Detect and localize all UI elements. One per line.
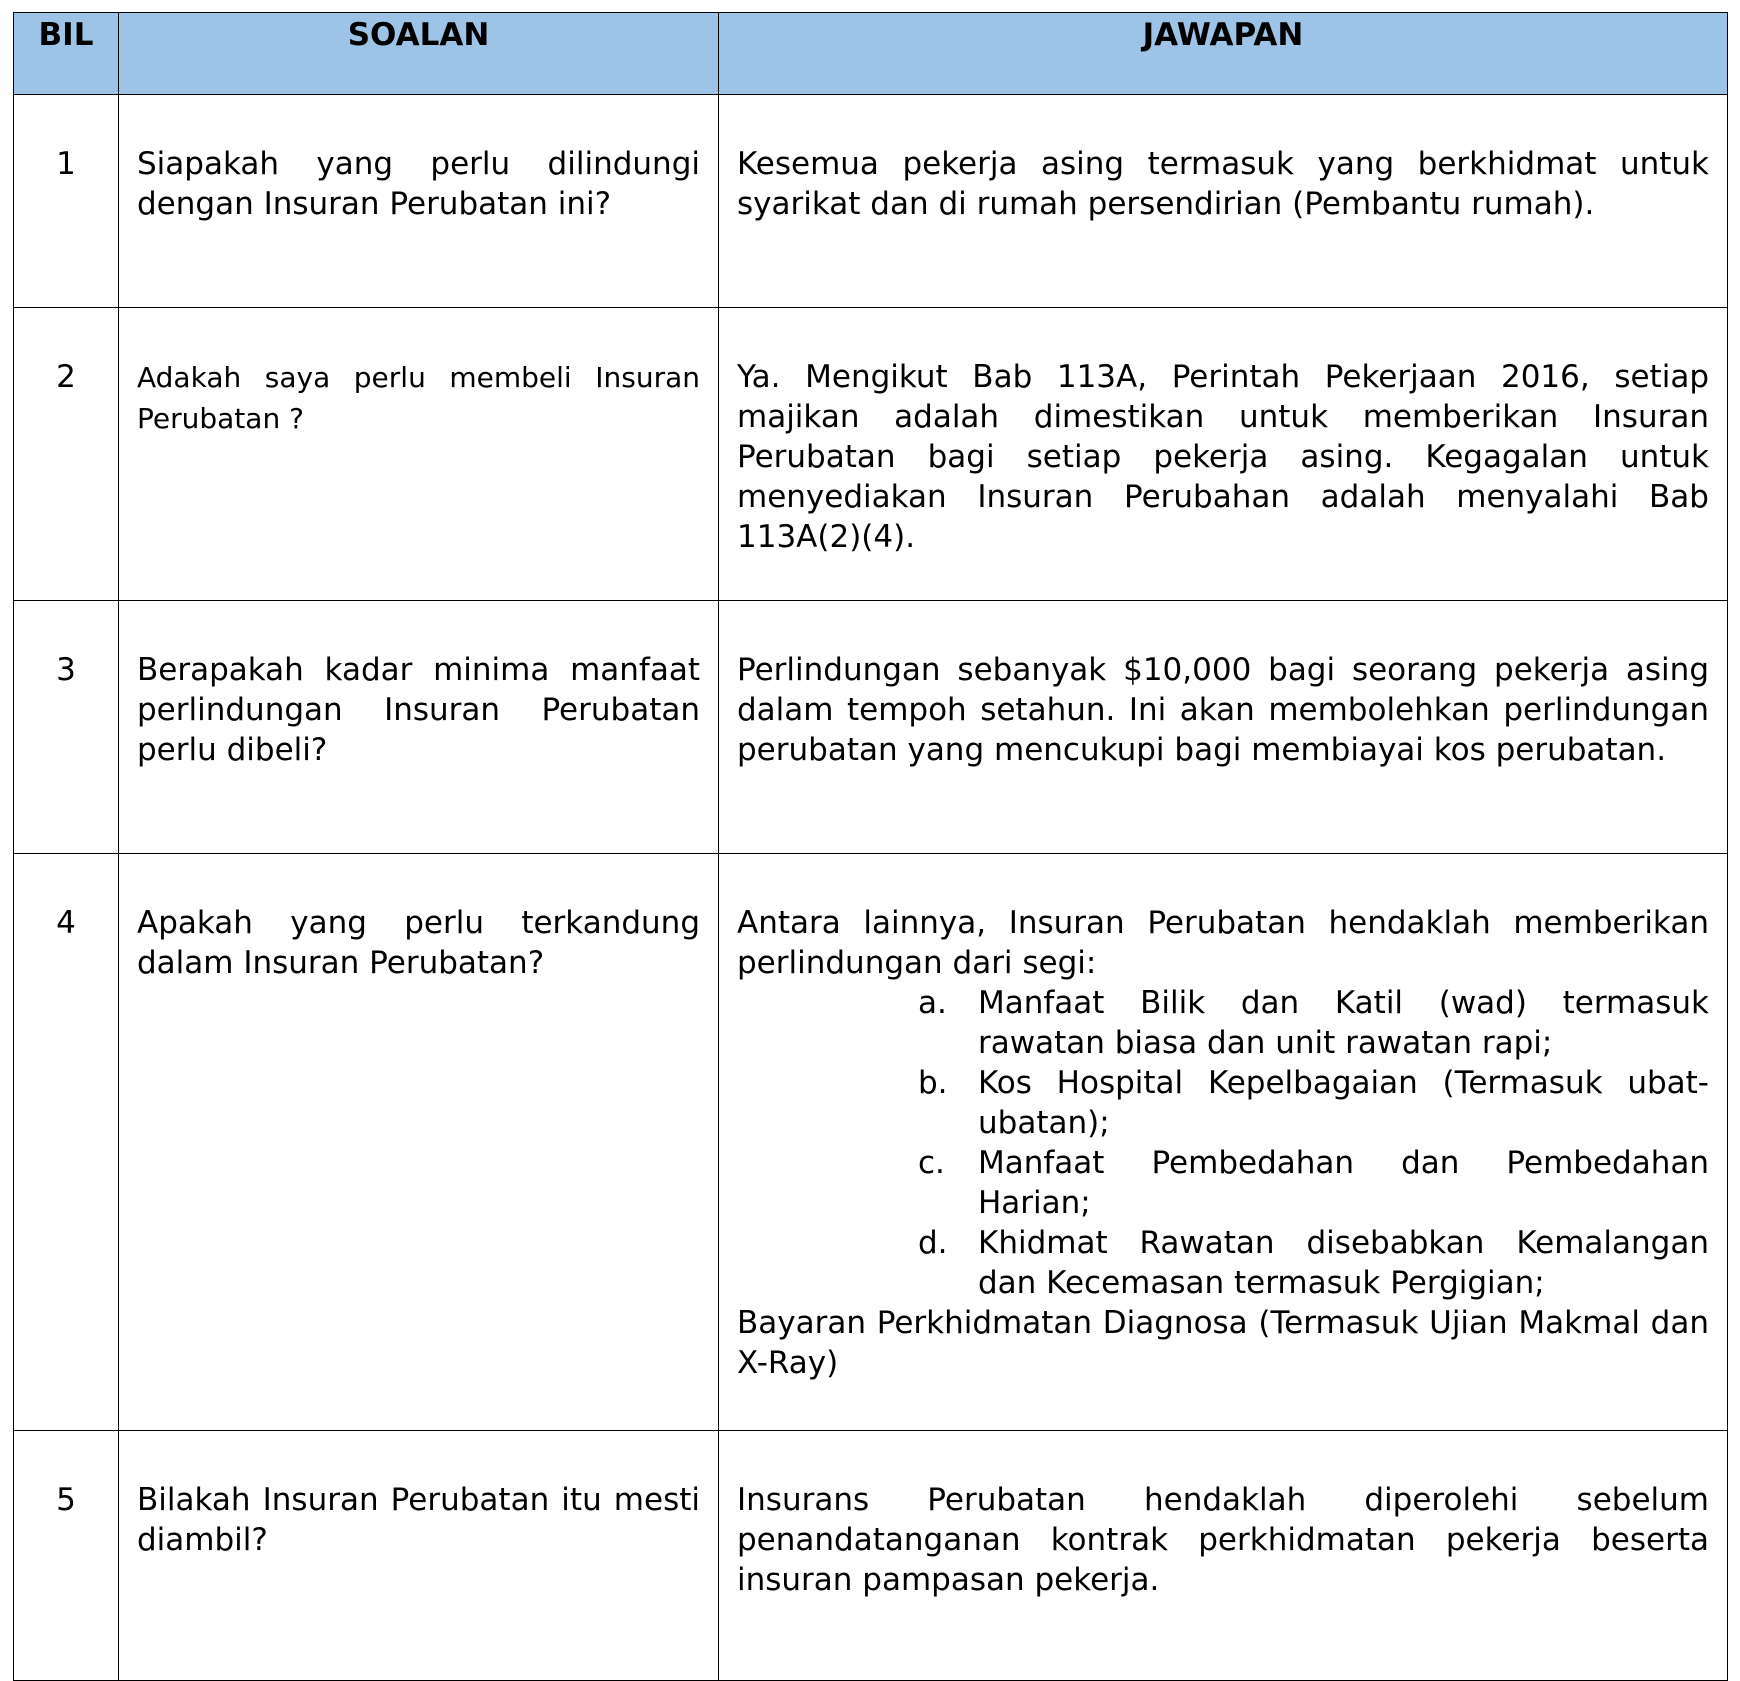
list-item-text: Manfaat Bilik dan Katil (wad) termasuk rawatan biasa dan unit rawatan rapi; <box>978 985 1709 1061</box>
list-item <box>918 1143 1709 1223</box>
list-item-text: Kos Hospital Kepelbagaian (Termasuk ubat-ubatan); <box>978 1065 1709 1141</box>
question-cell: Siapakah yang perlu dilindungi dengan Insuran Perubatan ini? <box>119 95 719 308</box>
faq-table <box>13 12 1728 1681</box>
header-row <box>14 13 1728 95</box>
list-item <box>918 1223 1709 1303</box>
answer-cell: Ya. Mengikut Bab 113A, Perintah Pekerjaan 2016, setiap majikan adalah dimestikan untuk memberikan Insuran Perubatan bagi setiap pekerja asing. Kegagalan untuk menyediakan Insuran Perubahan adalah menyalahi Bab 113A(2)(4). <box>719 308 1728 601</box>
header-jawapan: JAWAPAN <box>719 13 1728 95</box>
coverage-list <box>737 983 1709 1303</box>
table-row <box>14 308 1728 601</box>
answer-cell: Perlindungan sebanyak $10,000 bagi seorang pekerja asing dalam tempoh setahun. Ini akan membolehkan perlindungan perubatan yang mencukupi bagi membiayai kos perubatan. <box>719 601 1728 854</box>
table-row <box>14 854 1728 1431</box>
header-soalan: SOALAN <box>119 13 719 95</box>
answer-intro: Antara lainnya, Insuran Perubatan hendaklah memberikan perlindungan dari segi: <box>737 905 1709 981</box>
row-number: 5 <box>14 1431 119 1681</box>
answer-cell: Kesemua pekerja asing termasuk yang berkhidmat untuk syarikat dan di rumah persendirian (Pembantu rumah). <box>719 95 1728 308</box>
list-marker: a. <box>918 985 947 1021</box>
list-marker: b. <box>918 1065 948 1101</box>
list-item <box>918 983 1709 1063</box>
question-cell <box>119 308 719 601</box>
list-marker: c. <box>918 1145 945 1181</box>
table-row <box>14 1431 1728 1681</box>
question-cell: Berapakah kadar minima manfaat perlindungan Insuran Perubatan perlu dibeli? <box>119 601 719 854</box>
row-number: 4 <box>14 854 119 1431</box>
table-row <box>14 95 1728 308</box>
list-item <box>918 1063 1709 1143</box>
answer-cell <box>719 854 1728 1431</box>
row-number: 1 <box>14 95 119 308</box>
row-number: 2 <box>14 308 119 601</box>
header-bil: BIL <box>14 13 119 95</box>
row-number: 3 <box>14 601 119 854</box>
question-cell: Bilakah Insuran Perubatan itu mesti diambil? <box>119 1431 719 1681</box>
question-cell: Apakah yang perlu terkandung dalam Insuran Perubatan? <box>119 854 719 1431</box>
list-item-text: Khidmat Rawatan disebabkan Kemalangan dan Kecemasan termasuk Pergigian; <box>978 1225 1709 1301</box>
list-item-text: Manfaat Pembedahan dan Pembedahan Harian; <box>978 1145 1709 1221</box>
table-row <box>14 601 1728 854</box>
question-text: Adakah saya perlu membeli Insuran Perubatan ? <box>137 361 700 435</box>
list-marker: d. <box>918 1225 948 1261</box>
answer-cell: Insurans Perubatan hendaklah diperolehi sebelum penandatanganan kontrak perkhidmatan pekerja beserta insuran pampasan pekerja. <box>719 1431 1728 1681</box>
answer-outro: Bayaran Perkhidmatan Diagnosa (Termasuk Ujian Makmal dan X-Ray) <box>737 1305 1709 1381</box>
